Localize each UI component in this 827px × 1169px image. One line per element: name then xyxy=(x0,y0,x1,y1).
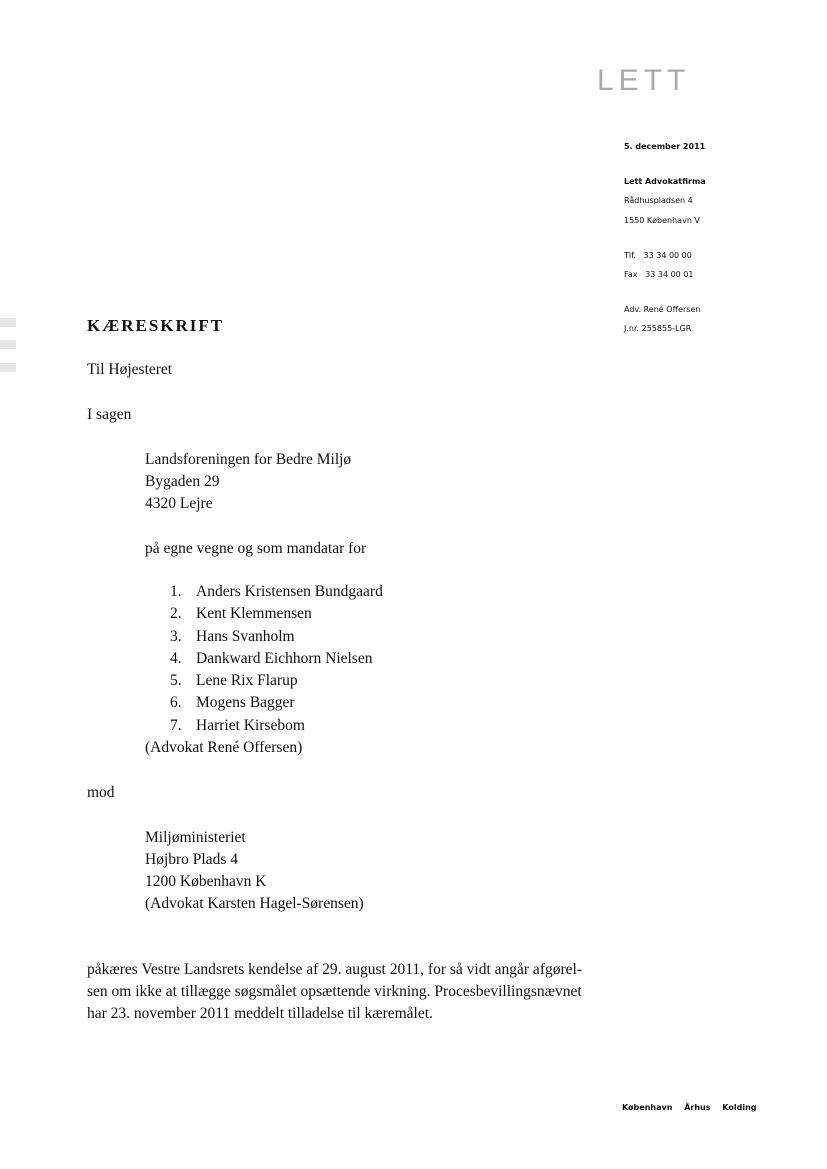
list-number: 2. xyxy=(170,605,182,623)
mandator-name: Lene Rix Flarup xyxy=(196,672,298,690)
list-number: 7. xyxy=(170,716,182,734)
list-number: 4. xyxy=(170,649,182,667)
appellant-street: Bygaden 29 xyxy=(145,473,220,490)
journal-number: J.nr. 255855-LGR xyxy=(624,324,692,333)
versus-label: mod xyxy=(87,784,115,801)
document-title: KÆRESKRIFT xyxy=(87,316,225,335)
list-item xyxy=(170,626,383,648)
lawyer-name: Adv. René Offersen xyxy=(624,305,701,314)
list-number: 3. xyxy=(170,627,182,645)
body-paragraph xyxy=(87,959,607,1025)
margin-mark xyxy=(0,318,16,327)
respondent-city: 1200 København K xyxy=(145,873,267,890)
list-number: 1. xyxy=(170,583,182,600)
mandator-name: Harriet Kirsebom xyxy=(196,716,305,734)
mandator-name: Kent Klemmensen xyxy=(196,605,312,623)
office-copenhagen: København xyxy=(622,1103,673,1112)
list-item xyxy=(170,670,383,692)
list-item xyxy=(170,581,383,603)
list-item xyxy=(170,648,383,670)
appellant-counsel: (Advokat René Offersen) xyxy=(145,739,303,756)
respondent-street: Højbro Plads 4 xyxy=(145,851,238,868)
mandate-line: på egne vegne og som mandatar for xyxy=(145,540,367,557)
firm-name: Lett Advokatfirma xyxy=(624,177,706,186)
body-line: påkæres Vestre Landsrets kendelse af 29. august 2011, for så vidt angår afgørel- xyxy=(87,961,582,978)
respondent-counsel: (Advokat Karsten Hagel-Sørensen) xyxy=(145,895,364,912)
margin-mark xyxy=(0,340,16,349)
mandator-name: Anders Kristensen Bundgaard xyxy=(196,583,383,600)
mandator-name: Hans Svanholm xyxy=(196,627,295,645)
mandators-list xyxy=(170,581,383,737)
firm-fax: Fax 33 34 00 01 xyxy=(624,270,694,279)
office-kolding: Kolding xyxy=(722,1103,757,1112)
letter-date: 5. december 2011 xyxy=(624,142,706,151)
body-line: har 23. november 2011 meddelt tilladelse til kæremålet. xyxy=(87,1005,433,1022)
appellant-city: 4320 Lejre xyxy=(145,495,213,512)
list-number: 5. xyxy=(170,672,182,690)
list-item xyxy=(170,715,383,737)
case-intro: I sagen xyxy=(87,406,132,423)
firm-phone: Tlf. 33 34 00 00 xyxy=(624,251,692,260)
body-line: sen om ikke at tillægge søgsmålet opsættende virkning. Procesbevillingsnævnet xyxy=(87,983,582,1000)
respondent-name: Miljøministeriet xyxy=(145,829,246,846)
list-number: 6. xyxy=(170,694,182,712)
margin-mark xyxy=(0,363,16,372)
firm-address-street: Rådhuspladsen 4 xyxy=(624,196,693,205)
list-item xyxy=(170,692,383,714)
mandator-name: Mogens Bagger xyxy=(196,694,295,712)
firm-address-city: 1550 København V xyxy=(624,216,700,225)
list-item xyxy=(170,603,383,625)
appellant-name: Landsforeningen for Bedre Miljø xyxy=(145,451,352,468)
footer-offices xyxy=(622,1103,765,1112)
recipient-line: Til Højesteret xyxy=(87,361,173,378)
firm-logo: LETT xyxy=(597,64,691,97)
mandator-name: Dankward Eichhorn Nielsen xyxy=(196,649,373,667)
office-aarhus: Århus xyxy=(684,1103,711,1112)
